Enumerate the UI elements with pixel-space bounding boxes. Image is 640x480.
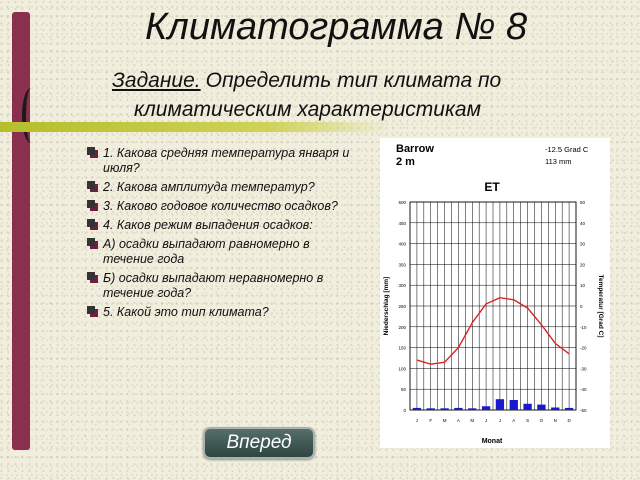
month-tick-label: M — [470, 418, 475, 423]
chart-station-name: Barrow — [396, 143, 434, 155]
precipitation-bar — [427, 408, 435, 410]
chart-annual-precipitation: 113 mm — [545, 157, 572, 166]
precipitation-bar — [482, 406, 490, 410]
left-tick-label: 150 — [398, 345, 406, 351]
climate-chart-panel — [380, 138, 610, 448]
question-list — [86, 146, 351, 324]
month-tick-label: N — [553, 418, 557, 423]
right-tick-label: -20 — [580, 345, 587, 351]
left-tick-label: 500 — [398, 200, 406, 205]
precipitation-bar — [523, 404, 531, 410]
question-text: 4. Каков режим выпадения осадков: — [103, 218, 313, 232]
question-item — [86, 218, 351, 233]
square-bullet-icon — [86, 219, 99, 231]
right-tick-label: 20 — [580, 262, 586, 268]
square-bullet-icon — [86, 147, 99, 159]
question-item — [86, 305, 351, 320]
task-text-line-2: климатическим характеристикам — [134, 98, 481, 121]
month-tick-label: F — [429, 418, 433, 423]
question-item — [86, 146, 351, 176]
month-tick-label: M — [442, 418, 447, 423]
question-item — [86, 180, 351, 195]
right-tick-label: 0 — [580, 304, 583, 309]
square-bullet-icon — [86, 272, 99, 284]
square-bullet-icon — [86, 200, 99, 212]
left-tick-label: 0 — [403, 408, 406, 413]
month-tick-label: J — [484, 418, 488, 423]
question-text: 1. Какова средняя температура января и июля? — [103, 146, 350, 175]
task-text-line-1: Определить тип климата по — [205, 69, 502, 92]
left-tick-label: 400 — [398, 241, 406, 247]
question-text: А) осадки выпадают равномерно в течение года — [103, 237, 310, 266]
bracket-ornament-icon — [22, 88, 40, 143]
right-tick-label: -40 — [580, 387, 587, 393]
square-bullet-icon — [86, 238, 99, 250]
precipitation-bar — [440, 408, 448, 410]
month-tick-label: S — [526, 418, 530, 423]
month-tick-label: A — [456, 418, 460, 423]
task-statement — [112, 66, 592, 124]
square-bullet-icon — [86, 306, 99, 318]
precipitation-bar — [510, 400, 518, 410]
precipitation-bar — [468, 408, 476, 410]
month-tick-label: J — [498, 418, 502, 423]
right-tick-label: -30 — [580, 366, 587, 372]
task-label: Задание. — [112, 69, 201, 92]
precipitation-bar — [413, 408, 421, 410]
left-tick-label: 300 — [398, 283, 406, 289]
left-tick-label: 200 — [398, 324, 406, 330]
chart-x-axis-label: Monat — [481, 438, 503, 445]
next-button[interactable]: Вперед — [203, 427, 315, 459]
chart-right-axis-label: Temperatur [Grad C] — [597, 274, 604, 338]
chart-mean-temperature: -12.5 Grad C — [545, 145, 589, 154]
climate-chart — [380, 138, 610, 448]
right-tick-label: 50 — [580, 200, 586, 205]
precipitation-bar — [454, 408, 462, 410]
left-decorative-bar — [12, 12, 30, 450]
right-tick-label: -50 — [580, 408, 587, 413]
right-tick-label: 40 — [580, 220, 586, 226]
right-tick-label: 10 — [580, 283, 586, 289]
chart-left-axis-label: Niederschlag [mm] — [383, 276, 390, 336]
month-tick-label: O — [539, 418, 544, 423]
left-tick-label: 350 — [398, 262, 406, 268]
question-text: 2. Какова амплитуда температур? — [103, 180, 315, 194]
precipitation-bar — [496, 399, 504, 410]
right-tick-label: -10 — [580, 324, 587, 330]
question-text: 5. Какой это тип климата? — [103, 305, 269, 319]
question-text: 3. Каково годовое количество осадков? — [103, 199, 338, 213]
chart-elevation: 2 m — [396, 156, 415, 168]
question-item — [86, 237, 351, 267]
question-item — [86, 199, 351, 214]
month-tick-label: A — [512, 418, 516, 423]
question-item — [86, 271, 351, 301]
left-tick-label: 450 — [398, 220, 406, 226]
left-tick-label: 100 — [398, 366, 406, 372]
precipitation-bar — [565, 408, 573, 410]
left-tick-label: 50 — [400, 387, 406, 393]
month-tick-label: D — [567, 418, 571, 423]
precipitation-bar — [551, 408, 559, 410]
month-tick-label: J — [415, 418, 419, 423]
slide-title: Климатограмма № 8 — [145, 6, 528, 48]
precipitation-bar — [537, 405, 545, 410]
left-tick-label: 250 — [398, 304, 406, 309]
right-tick-label: 30 — [580, 241, 586, 247]
chart-climate-code: ET — [484, 180, 500, 194]
square-bullet-icon — [86, 181, 99, 193]
question-text: Б) осадки выпадают неравномерно в течение года? — [103, 271, 324, 300]
